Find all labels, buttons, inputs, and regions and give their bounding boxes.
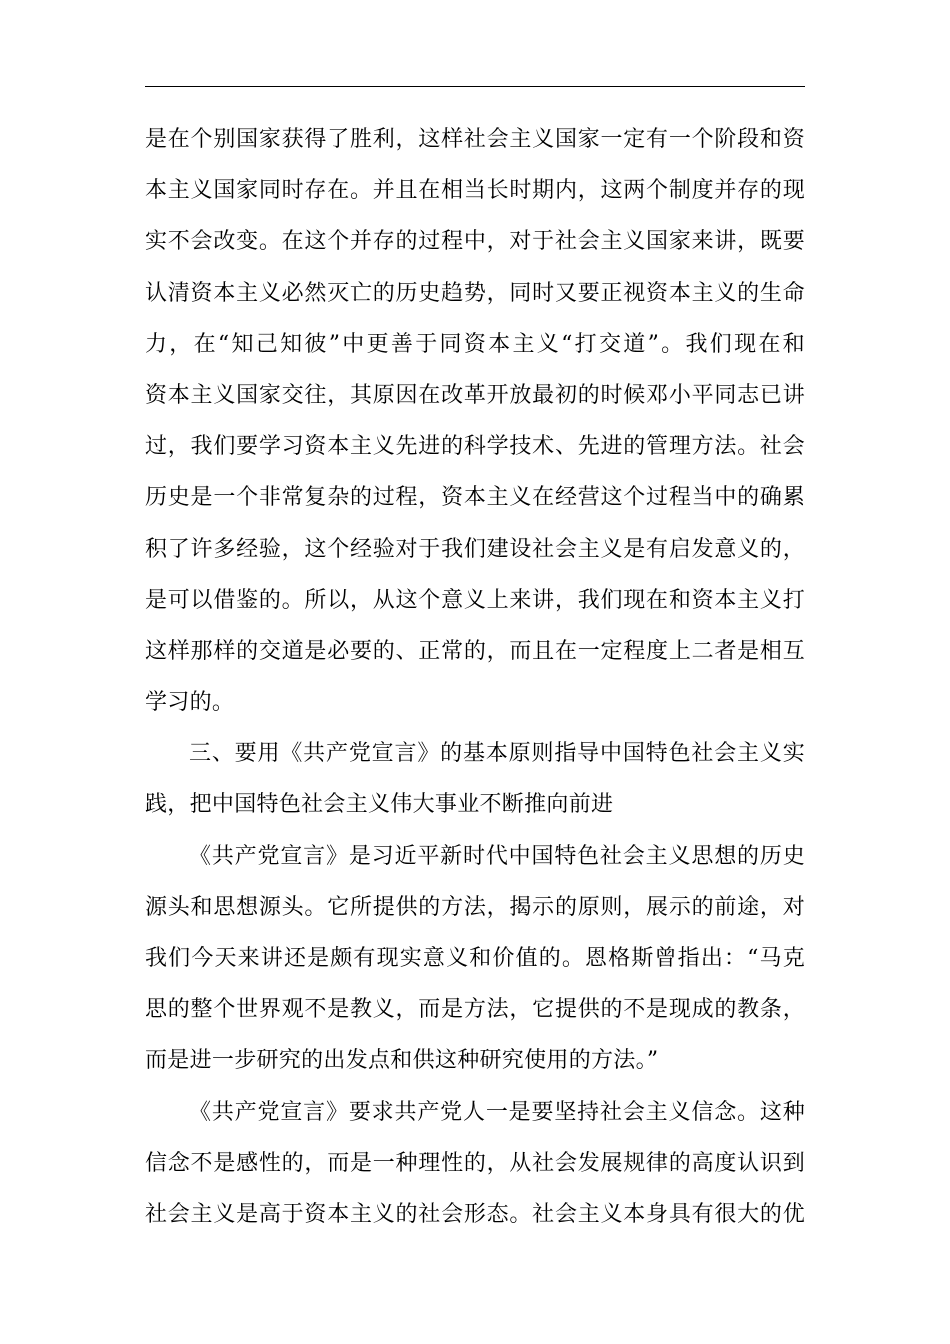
text-line: 源头和思想源头。它所提供的方法，揭示的原则，展示的前途，对 bbox=[145, 894, 805, 920]
paragraph-start-line: 《共产党宣言》是习近平新时代中国特色社会主义思想的历史 bbox=[189, 843, 805, 869]
text-line: 思的整个世界观不是教义，而是方法，它提供的不是现成的教条， bbox=[145, 997, 805, 1023]
section-heading-end-line: 践，把中国特色社会主义伟大事业不断推向前进 bbox=[145, 792, 614, 818]
header-rule bbox=[145, 86, 805, 87]
text-line: 过，我们要学习资本主义先进的科学技术、先进的管理方法。社会 bbox=[145, 434, 805, 460]
text-line: 认清资本主义必然灭亡的历史趋势，同时又要正视资本主义的生命 bbox=[145, 280, 805, 306]
paragraph-start-line: 《共产党宣言》要求共产党人一是要坚持社会主义信念。这种 bbox=[189, 1099, 805, 1125]
text-line: 是在个别国家获得了胜利，这样社会主义国家一定有一个阶段和资 bbox=[145, 127, 805, 152]
paragraph-end-line: 学习的。 bbox=[145, 690, 235, 716]
text-line: 积了许多经验，这个经验对于我们建设社会主义是有启发意义的， bbox=[145, 536, 805, 562]
text-line: 历史是一个非常复杂的过程，资本主义在经营这个过程当中的确累 bbox=[145, 485, 805, 511]
text-line: 资本主义国家交往，其原因在改革开放最初的时候邓小平同志已讲 bbox=[145, 382, 805, 408]
text-line: 信念不是感性的，而是一种理性的，从社会发展规律的高度认识到 bbox=[145, 1150, 805, 1176]
text-line: 是可以借鉴的。所以，从这个意义上来讲，我们现在和资本主义打 bbox=[145, 587, 805, 613]
paragraph-end-line: 而是进一步研究的出发点和供这种研究使用的方法。” bbox=[145, 1048, 659, 1074]
section-heading-line: 三、要用《共产党宣言》的基本原则指导中国特色社会主义实 bbox=[189, 741, 805, 767]
document-body bbox=[145, 114, 805, 1240]
text-line: 这样那样的交道是必要的、正常的，而且在一定程度上二者是相互 bbox=[145, 638, 805, 664]
text-line: 力，在“知己知彼”中更善于同资本主义“打交道”。我们现在和 bbox=[145, 331, 805, 357]
text-line: 实不会改变。在这个并存的过程中，对于社会主义国家来讲，既要 bbox=[145, 229, 805, 255]
text-line: 我们今天来讲还是颇有现实意义和价值的。恩格斯曾指出：“马克 bbox=[145, 946, 805, 971]
text-line: 本主义国家同时存在。并且在相当长时期内，这两个制度并存的现 bbox=[145, 178, 805, 204]
text-line: 社会主义是高于资本主义的社会形态。社会主义本身具有很大的优 bbox=[145, 1201, 805, 1227]
